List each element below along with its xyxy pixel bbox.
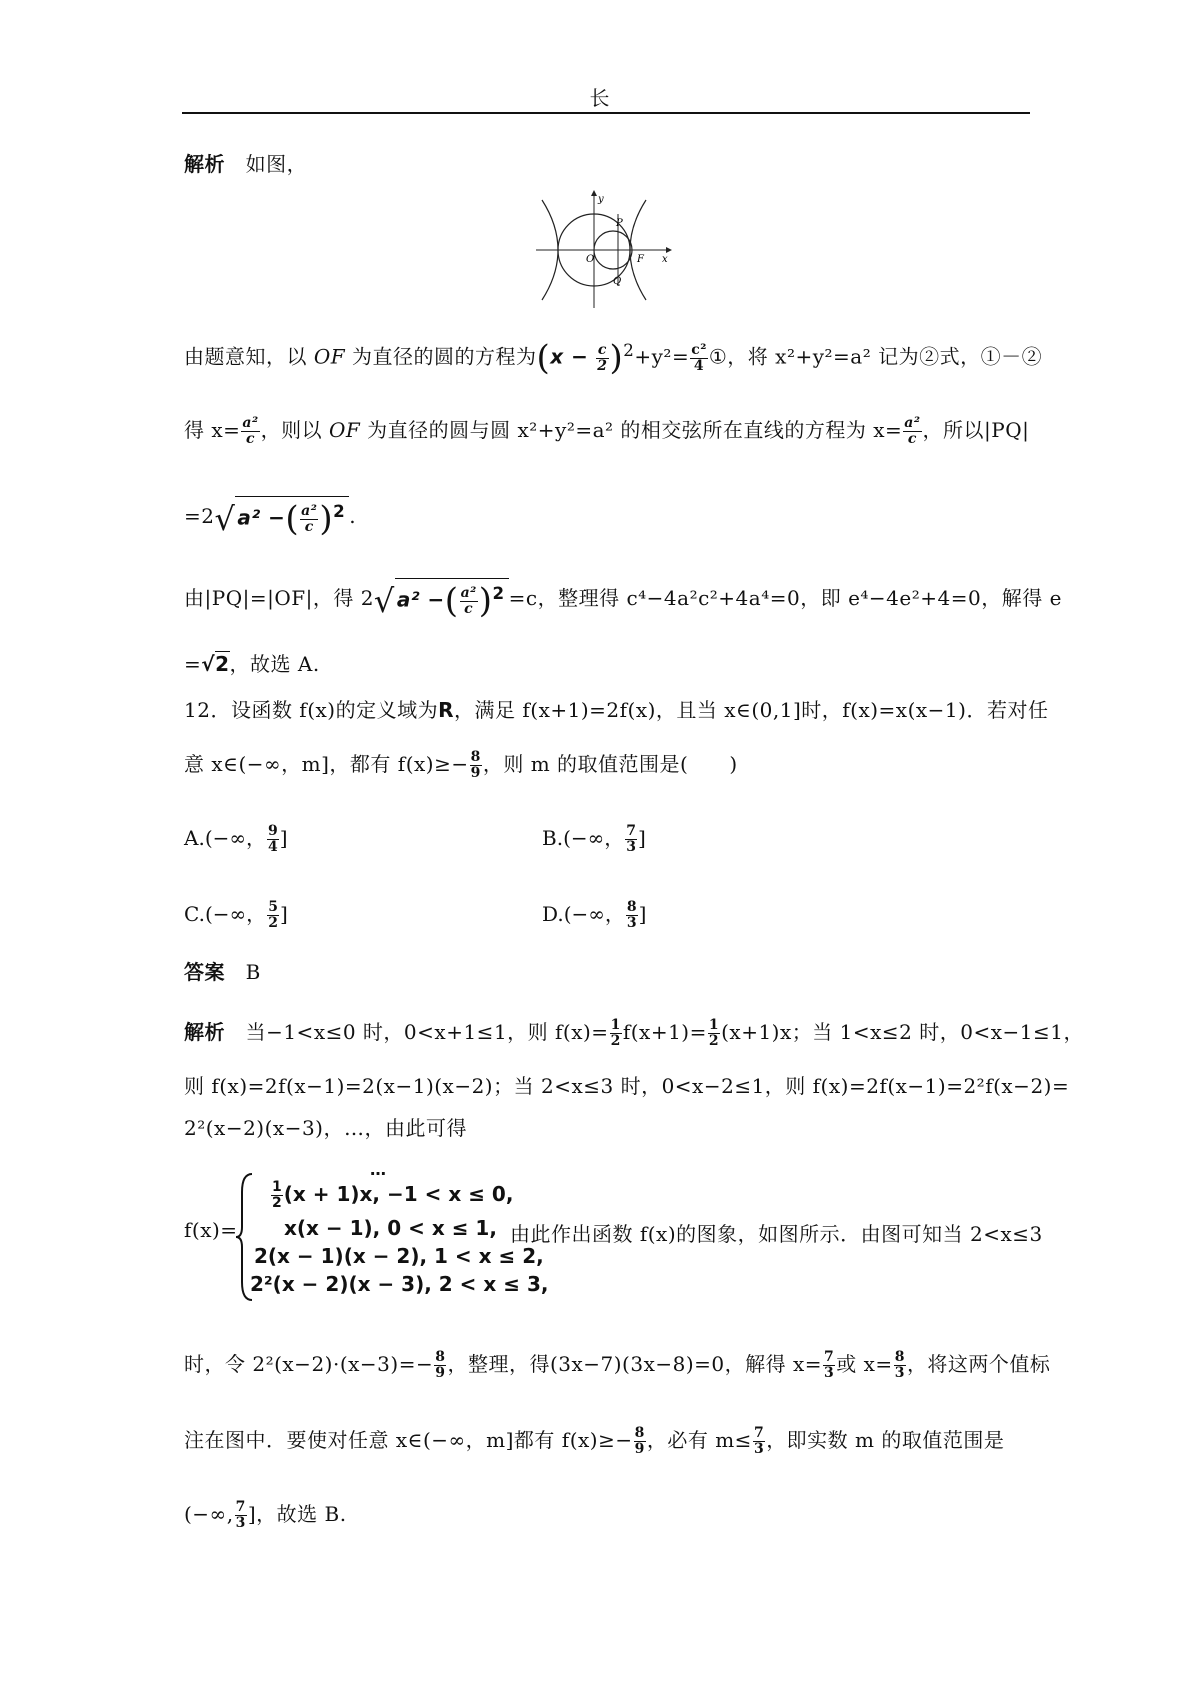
piecewise-case-3: 2(x − 1)(x − 2), 1 < x ≤ 2, — [254, 1244, 544, 1268]
frac-a2c — [460, 586, 478, 617]
sqrt-sup: 2 — [492, 583, 505, 603]
frac-a2-over-c-2 — [903, 416, 921, 447]
hyperbola-circle-figure — [534, 190, 674, 310]
text-end: . — [349, 504, 357, 528]
text-b: ，必有 m≤ — [646, 1428, 752, 1452]
frac-num: 7 — [235, 1499, 246, 1515]
paren-l: ( — [285, 499, 300, 539]
analysis1-line5 — [184, 648, 320, 677]
sqrt-sup: 2 — [333, 501, 346, 521]
frac-den: 2 — [610, 1033, 621, 1049]
paren-l: ( — [444, 581, 459, 621]
frac-num: 1 — [610, 1017, 621, 1033]
frac-8-9-c — [634, 1426, 646, 1457]
answer-line — [184, 956, 261, 985]
text-b: 为直径的圆的方程为 — [352, 344, 537, 369]
figure-label-o: O — [586, 254, 595, 265]
question12-line1 — [184, 694, 1048, 723]
frac-den: 2 — [272, 1195, 282, 1211]
text-b: f(x+1)= — [622, 1020, 707, 1044]
frac-1-2 — [610, 1018, 622, 1049]
question-number: 12． — [184, 698, 231, 722]
text-a: 当−1<x≤0 时，0<x+1≤1，则 f(x)= — [245, 1020, 609, 1044]
option-frac — [267, 900, 279, 931]
analysis1-label: 解析 — [184, 152, 225, 176]
option-label: C. — [184, 902, 205, 926]
text-a: 注在图中．要使对任意 x∈(−∞，m]都有 f(x)≥− — [184, 1428, 633, 1452]
text-a: 设函数 f(x)的定义域为 — [230, 698, 439, 722]
frac-8-3 — [894, 1350, 906, 1381]
right-paren: ) — [609, 338, 624, 378]
frac-den: c — [464, 600, 474, 617]
option-prefix: (−∞， — [204, 826, 267, 850]
analysis1-line2 — [184, 414, 1029, 447]
frac-den: 2 — [597, 357, 608, 374]
frac-num: 8 — [626, 899, 637, 915]
frac-num: a² — [242, 415, 259, 431]
sqrt-expression — [214, 496, 349, 539]
text-a: =2 — [184, 504, 215, 528]
option-suffix: ] — [279, 826, 288, 850]
option-frac — [626, 900, 638, 931]
text-d: ，将这两个值标 — [906, 1352, 1051, 1376]
frac-num: 5 — [268, 899, 278, 915]
sqrt-sign: √ — [214, 500, 236, 538]
text-b: ，整理，得(3x−7)(3x−8)=0，解得 x= — [447, 1352, 823, 1376]
option-suffix: ] — [638, 826, 646, 850]
frac-num: 7 — [626, 823, 637, 839]
frac-den: c — [245, 431, 256, 447]
frac-c-over-2 — [596, 343, 608, 374]
analysis2-line3 — [184, 1112, 467, 1141]
frac-num: 8 — [470, 749, 481, 765]
frac-7-3-c — [235, 1500, 247, 1531]
figure-label-x: x — [662, 254, 668, 265]
frac-7-3-b — [753, 1426, 765, 1457]
frac-den: 3 — [753, 1441, 765, 1457]
analysis1-line1: 由题意知，以 OF 为直径的圆的方程为(x − $\frac{c}{2}$ )$^2$+y²= $\frac{\text{c²}}{4}$ ①，将 x²+y²=a² 记为②式，①－② — [184, 338, 1043, 378]
frac-den: c — [907, 431, 917, 447]
sqrt-expression — [374, 578, 509, 621]
text-b: ，满足 f(x+1)=2f(x)，且当 x∈(0,1]时，f(x)=x(x−1)．若对任 — [454, 698, 1049, 722]
text-d: ，所以|PQ| — [922, 418, 1030, 442]
frac-num: a² — [460, 584, 477, 601]
frac-num: 1 — [272, 1179, 282, 1195]
figure-label-p: P — [616, 218, 623, 229]
frac-num: 1 — [708, 1017, 720, 1033]
text-c: 为直径的圆与圆 x²+y²=a² 的相交弦所在直线的方程为 x= — [367, 418, 903, 442]
analysis2-line1 — [184, 1016, 1084, 1049]
frac-den: 4 — [268, 839, 278, 855]
frac-num: 8 — [435, 1349, 446, 1365]
text-a: 时，令 2²(x−2)·(x−3)=− — [184, 1352, 434, 1376]
analysis2-label: 解析 — [184, 1020, 225, 1044]
sqrt-a2: a² − — [396, 587, 445, 612]
option-suffix: ] — [638, 902, 647, 926]
answer-label: 答案 — [184, 960, 225, 984]
analysis1-intro: 如图， — [245, 152, 308, 176]
option-label: B. — [542, 826, 564, 850]
frac-den: 3 — [894, 1365, 905, 1381]
frac-num: a² — [904, 415, 921, 431]
text-c: ，即实数 m 的取值范围是 — [766, 1428, 1005, 1452]
text-c: (x+1)x；当 1<x≤2 时，0<x−1≤1， — [721, 1020, 1084, 1044]
option-d[interactable] — [542, 898, 646, 931]
piecewise-after: 由此作出函数 f(x)的图象，如图所示．由图可知当 2<x≤3 — [510, 1222, 1043, 1246]
sqrt-sign: √ — [373, 582, 395, 620]
text-b: ，则以 — [260, 418, 323, 442]
text-of: OF — [328, 418, 361, 442]
sqrt2-value: 2 — [215, 652, 230, 676]
text-c: ，故选 B. — [256, 1502, 347, 1526]
frac-den: 3 — [824, 1365, 835, 1381]
frac-num: 8 — [634, 1425, 645, 1441]
frac-c2-over-4 — [690, 343, 708, 374]
text-p3: 2²(x−2)(x−3)，…，由此可得 — [184, 1116, 467, 1140]
question12-line2 — [184, 748, 738, 781]
frac-den: 4 — [693, 357, 705, 374]
option-prefix: (−∞， — [204, 902, 267, 926]
frac-8-9 — [470, 750, 482, 781]
text-c: +y²= — [634, 344, 690, 369]
piecewise-fx-text: f(x)= — [184, 1218, 238, 1242]
option-suffix: ] — [279, 902, 288, 926]
text-b: ，故选 A. — [229, 652, 320, 676]
text-d: ①，将 x²+y²=a² 记为②式，①－② — [708, 344, 1043, 369]
frac-den: 3 — [626, 915, 637, 931]
option-c[interactable] — [184, 898, 288, 931]
frac-num: 7 — [753, 1425, 765, 1441]
header-title: 长 — [589, 86, 611, 110]
text-r: R — [438, 698, 455, 722]
frac-8-9-b — [434, 1350, 446, 1381]
text-b: =c，整理得 c⁴−4a²c²+4a⁴=0，即 e⁴−4e²+4=0，解得 e — [508, 586, 1062, 610]
text-a: (−∞, — [184, 1502, 234, 1526]
frac-den: 9 — [435, 1365, 446, 1381]
analysis1-intro-line — [184, 148, 307, 177]
piecewise-case-2: x(x − 1), 0 < x ≤ 1, — [284, 1216, 497, 1240]
frac-num: 9 — [268, 823, 278, 839]
piecewise-dots: … — [370, 1160, 386, 1179]
text-of: OF — [313, 344, 346, 369]
text-a: 由题意知，以 — [184, 344, 307, 369]
option-b[interactable] — [542, 822, 646, 855]
analysis1-line3 — [184, 496, 356, 539]
option-prefix: (−∞， — [563, 826, 625, 850]
frac-a2-over-c — [241, 416, 259, 447]
option-frac — [625, 824, 637, 855]
analysis2-line7 — [184, 1498, 347, 1531]
frac-den: 3 — [235, 1515, 246, 1531]
frac-den: 2 — [708, 1033, 720, 1049]
analysis2-line2 — [184, 1070, 1069, 1099]
header-rule — [182, 112, 1030, 114]
option-label: A. — [184, 826, 205, 850]
text-a: 意 x∈(−∞，m]，都有 f(x)≥− — [184, 752, 469, 776]
case-text: (x + 1)x, −1 < x ≤ 0, — [283, 1182, 514, 1206]
frac-a2c — [300, 504, 318, 535]
paren-r: ) — [478, 581, 493, 621]
text-a: 得 x= — [184, 418, 241, 442]
frac-1-2-case — [271, 1180, 283, 1211]
frac-den: 2 — [268, 915, 278, 931]
option-prefix: (−∞， — [563, 902, 625, 926]
figure-label-q: Q — [613, 276, 622, 287]
frac-num: 8 — [894, 1349, 905, 1365]
frac-num: a² — [301, 502, 318, 519]
x-minus: x − — [550, 344, 589, 369]
piecewise-case-4: 2²(x − 2)(x − 3), 2 < x ≤ 3, — [250, 1272, 549, 1296]
figure-label-f: F — [637, 254, 644, 265]
text-c: 或 x= — [836, 1352, 893, 1376]
text-p2: 则 f(x)=2f(x−1)=2(x−1)(x−2)；当 2<x≤3 时，0<x−2≤1，则 f(x)=2f(x−1)=2²f(x−2)= — [184, 1074, 1070, 1098]
text-a: = — [184, 652, 202, 676]
frac-num: 7 — [824, 1349, 835, 1365]
sqrt2: √2 — [201, 652, 230, 676]
analysis2-line6 — [184, 1424, 1004, 1457]
frac-1-2-b — [708, 1018, 720, 1049]
frac-den: 9 — [634, 1441, 645, 1457]
text-b: ] — [247, 1502, 257, 1526]
frac-den: c — [304, 518, 314, 535]
analysis1-line4 — [184, 578, 1062, 621]
option-frac — [267, 824, 279, 855]
left-paren: ( — [536, 338, 551, 378]
piecewise-fx — [184, 1218, 238, 1242]
frac-7-3 — [823, 1350, 835, 1381]
analysis2-line5 — [184, 1348, 1050, 1381]
frac-num: c² — [691, 341, 707, 358]
sqrt-a2: a² − — [237, 505, 286, 530]
answer-value: B — [245, 960, 261, 984]
piecewise-case-1 — [270, 1180, 513, 1211]
figure-label-y: y — [598, 194, 604, 205]
text-b: ，则 m 的取值范围是( ) — [482, 752, 738, 776]
text-a: 由|PQ|=|OF|，得 2 — [184, 586, 374, 610]
option-label: D. — [542, 902, 564, 926]
option-a[interactable] — [184, 822, 288, 855]
frac-den: 3 — [626, 839, 637, 855]
paren-r: ) — [319, 499, 334, 539]
frac-den: 9 — [470, 765, 481, 781]
frac-num: c — [597, 341, 607, 358]
